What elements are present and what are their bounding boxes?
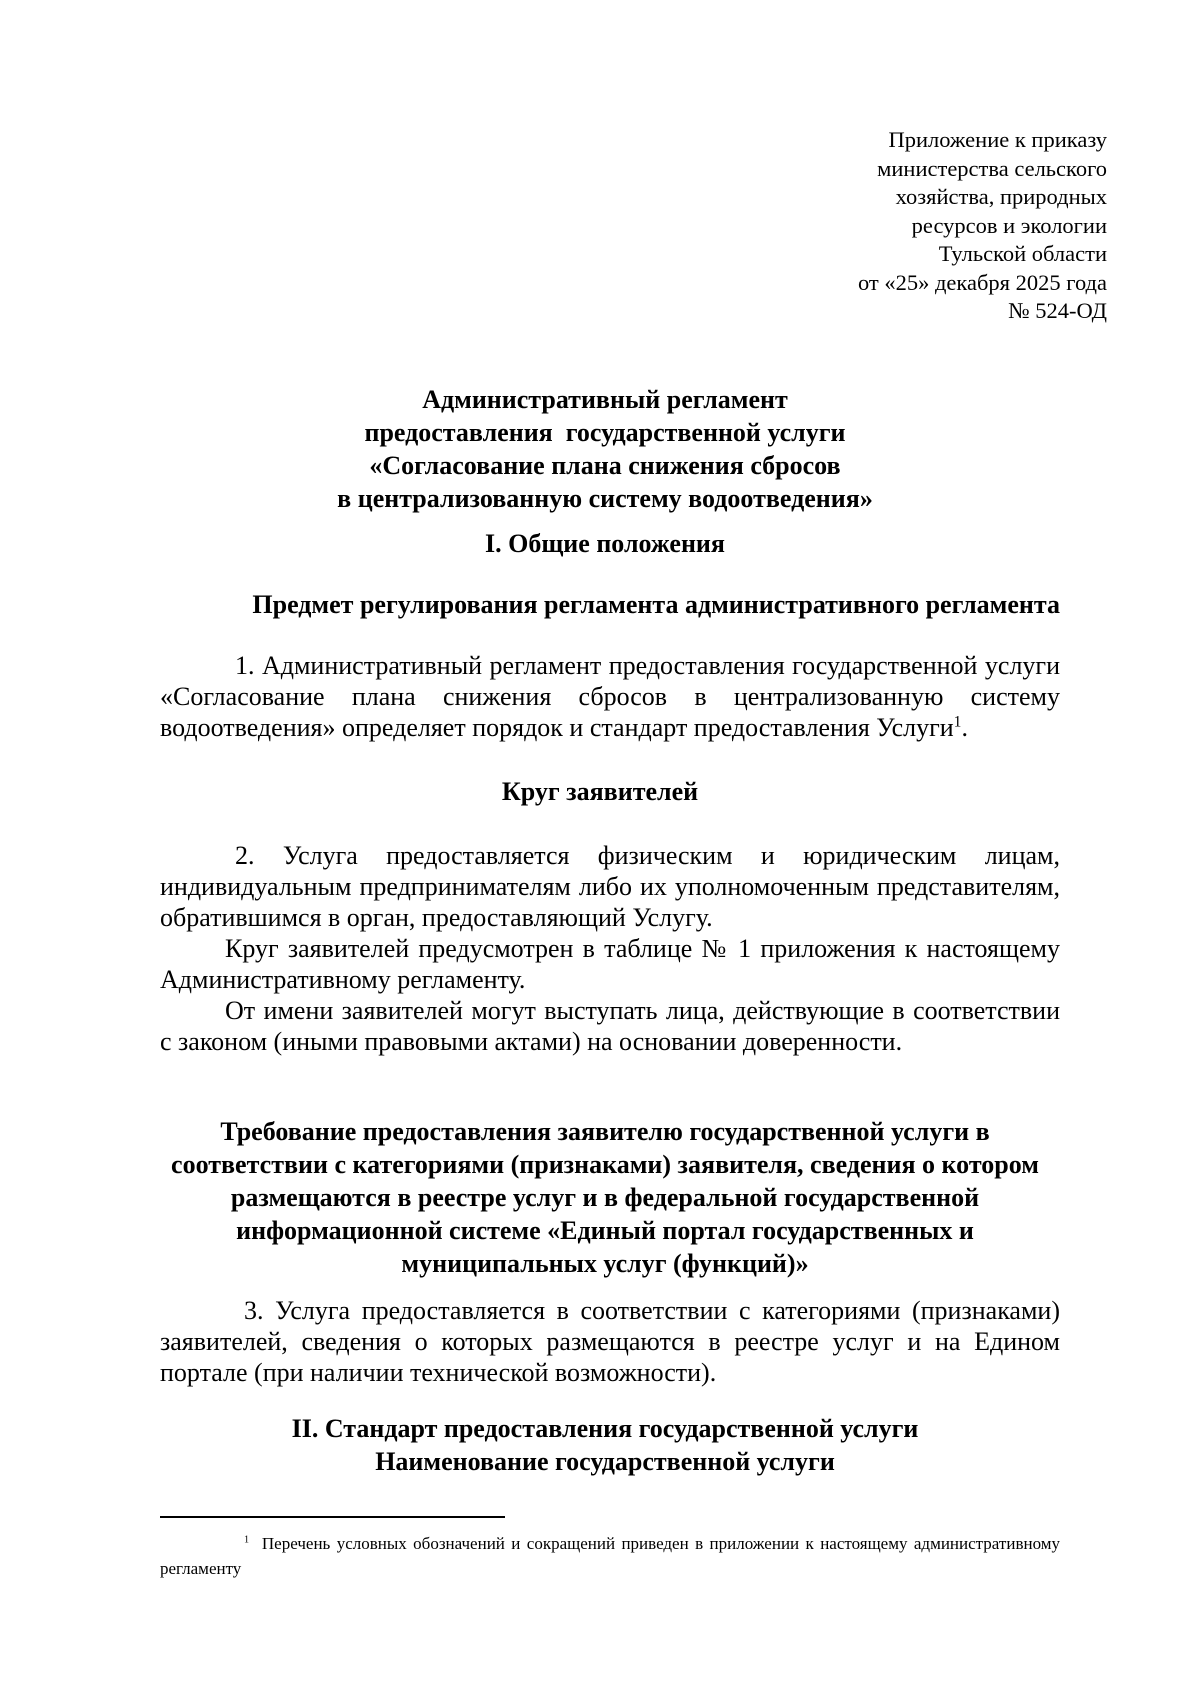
approval-line: Приложение к приказу: [888, 127, 1107, 152]
requirements-heading: [150, 1115, 1060, 1280]
paragraph-2: [160, 840, 1060, 1057]
approval-line: Тульской области: [938, 241, 1107, 266]
paragraph-1: [160, 650, 1060, 743]
heading-line: II. Стандарт предоставления государственной услуги: [291, 1414, 919, 1443]
footnote-ref: 1: [953, 713, 962, 731]
footnote-marker: 1: [244, 1534, 250, 1546]
approval-number: № 524-ОД: [1008, 298, 1107, 323]
heading-line: Наименование государственной услуги: [375, 1447, 835, 1476]
section-2-heading: [150, 1412, 1060, 1478]
heading-line: Требование предоставления заявителю государственной услуги в: [220, 1117, 990, 1146]
title-line: в централизованную систему водоотведения»: [337, 484, 873, 513]
subject-heading: Предмет регулирования регламента административного регламента: [252, 590, 1060, 619]
approval-date: от «25» декабря 2025 года: [857, 269, 1107, 295]
paragraph-2-continuation: Круг заявителей предусмотрен в таблице № 1 приложения к настоящему Административному регламенту.: [160, 934, 1060, 994]
section-1-heading: I. Общие положения: [485, 529, 725, 558]
applicants-heading: Круг заявителей: [501, 777, 699, 806]
heading-line: муниципальных услуг (функций)»: [401, 1249, 809, 1278]
document-title: [150, 383, 1060, 515]
heading-line: информационной системе «Единый портал государственных и: [236, 1216, 974, 1245]
approval-line: ресурсов и экологии: [911, 212, 1107, 238]
paragraph-1-end: .: [961, 713, 968, 742]
paragraph-3-text: 3. Услуга предоставляется в соответствии с категориями (признаками) заявителей, сведения о которых размещаются в реестре услуг и на Едином портале (при наличии технической возможности).: [160, 1296, 1060, 1387]
heading-line: соответствии с категориями (признаками) заявителя, сведения о котором: [171, 1150, 1039, 1179]
footnote-text: Перечень условных обозначений и сокращений приведен в приложении к настоящему административному регламенту: [160, 1534, 1060, 1578]
heading-line: размещаются в реестре услуг и в федеральной государственной: [230, 1183, 980, 1212]
paragraph-2-text: 2. Услуга предоставляется физическим и юридическим лицам, индивидуальным предпринимателям либо их уполномоченным представителям, обратившимся в орган, предоставляющий Услугу.: [160, 841, 1060, 932]
title-line: Административный регламент: [422, 385, 788, 414]
footnote-separator: [160, 1516, 505, 1518]
approval-line: министерства сельского: [877, 155, 1107, 181]
paragraph-2-continuation: От имени заявителей могут выступать лица, действующие в соответствии с законом (иными правовыми актами) на основании доверенности.: [160, 996, 1060, 1056]
paragraph-1-text: 1. Административный регламент предоставления государственной услуги «Согласование плана снижения сбросов в централизованную систему водоотведения» определяет порядок и стандарт предоставления Услуги: [160, 651, 1060, 742]
paragraph-3: [160, 1295, 1060, 1388]
footnote: [160, 1531, 1060, 1581]
title-line: предоставления государственной услуги: [364, 418, 846, 447]
approval-line: хозяйства, природных: [895, 184, 1107, 209]
title-line: «Согласование плана снижения сбросов: [369, 451, 841, 480]
approval-block: [858, 126, 1107, 326]
